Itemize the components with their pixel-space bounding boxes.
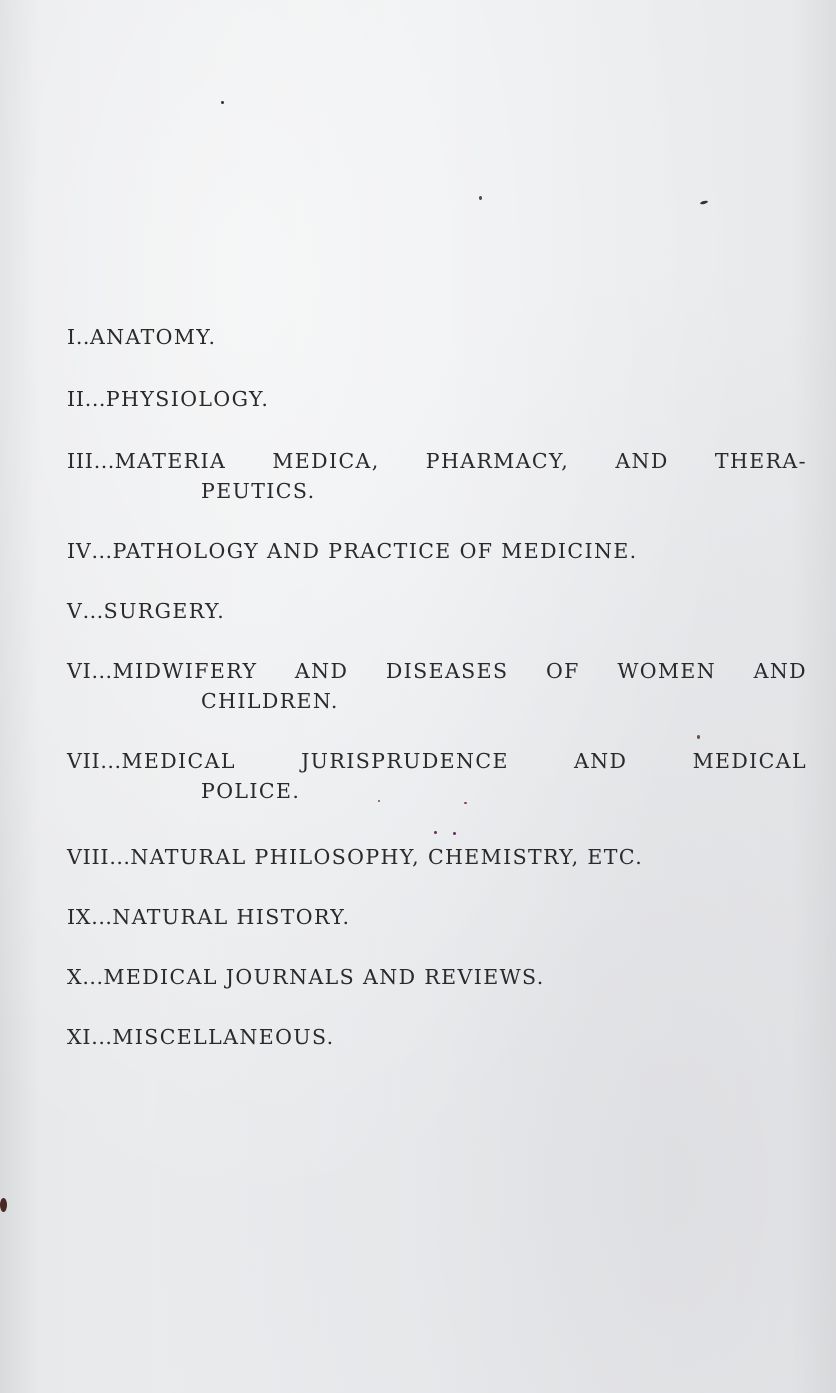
entry-numeral: V [67,599,83,623]
paper-speck [479,196,482,200]
entry-numeral: X [67,965,83,989]
entry-title: MISCELLANEOUS. [112,1025,335,1049]
entry-title: SURGERY. [103,599,226,623]
paper-speck [221,101,224,104]
entry-first-line [67,446,807,476]
entry-title-word: MATERIA [114,449,227,473]
paper-speck [434,831,437,834]
entry-title-word: WOMEN [617,659,717,683]
entry-continuation: POLICE. [201,779,301,803]
contents-entry-pathology [67,536,638,566]
contents-entry-journals [67,962,545,992]
contents-entry-miscellaneous [67,1022,335,1052]
contents-entry-natural-philosophy [67,842,643,872]
entry-separator: ... [82,965,104,989]
entry-title-word: MEDICAL [121,749,236,773]
entry-title-word: MEDICAL [692,749,807,773]
entry-title-word: JURISPRUDENCE [301,749,509,773]
contents-entry-materia-medica [67,446,807,506]
entry-continuation: PEUTICS. [201,479,316,503]
entry-title-word: AND [753,659,807,683]
entry-title-word: AND [294,659,349,683]
entry-title-word: AND [574,749,628,773]
entry-numeral: VIII [67,845,110,869]
entry-title: PATHOLOGY AND PRACTICE OF MEDICINE. [112,539,638,563]
entry-separator: ... [100,749,122,773]
entry-numeral: IX [67,905,92,929]
entry-separator: ... [82,599,104,623]
entry-separator: ... [91,905,113,929]
entry-title: PHYSIOLOGY. [105,387,270,411]
entry-title-word: PHARMACY, [425,449,570,473]
entry-separator: ... [84,387,106,411]
contents-entry-midwifery [67,656,807,716]
entry-title-word: MEDICA, [272,449,380,473]
contents-entry-natural-history [67,902,350,932]
entry-title-word: THERA- [714,449,807,473]
entry-separator: ... [109,845,131,869]
entry-title-word: MIDWIFERY [112,659,258,683]
entry-separator: ... [91,539,113,563]
entry-first-line [67,656,807,686]
entry-numeral: VI [67,659,92,683]
paper-speck [453,832,456,835]
paper-speck [697,735,700,739]
entry-numeral: XI [67,1025,92,1049]
contents-entry-physiology [67,384,269,414]
entry-separator: ... [91,1025,113,1049]
entry-separator: ... [91,659,113,683]
paper-speck [700,200,709,205]
entry-title: NATURAL PHILOSOPHY, CHEMISTRY, ETC. [130,845,644,869]
contents-entry-anatomy [67,322,216,352]
contents-entry-surgery [67,596,225,626]
entry-continuation: CHILDREN. [201,689,339,713]
paper-speck [0,1198,7,1212]
entry-numeral: III [67,449,94,473]
entry-title: MEDICAL JOURNALS AND REVIEWS. [103,965,545,989]
entry-numeral: IV [67,539,92,563]
entry-separator: ... [93,449,115,473]
entry-title: NATURAL HISTORY. [112,905,351,929]
entry-title-word: OF [545,659,580,683]
entry-first-line [67,746,807,776]
entry-separator: .. [75,325,90,349]
entry-title: ANATOMY. [89,325,217,349]
entry-numeral: II [67,387,85,411]
entry-numeral: I [67,325,76,349]
entry-title-word: DISEASES [385,659,509,683]
contents-entry-jurisprudence [67,746,807,806]
entry-numeral: VII [67,749,101,773]
entry-title-word: AND [615,449,669,473]
